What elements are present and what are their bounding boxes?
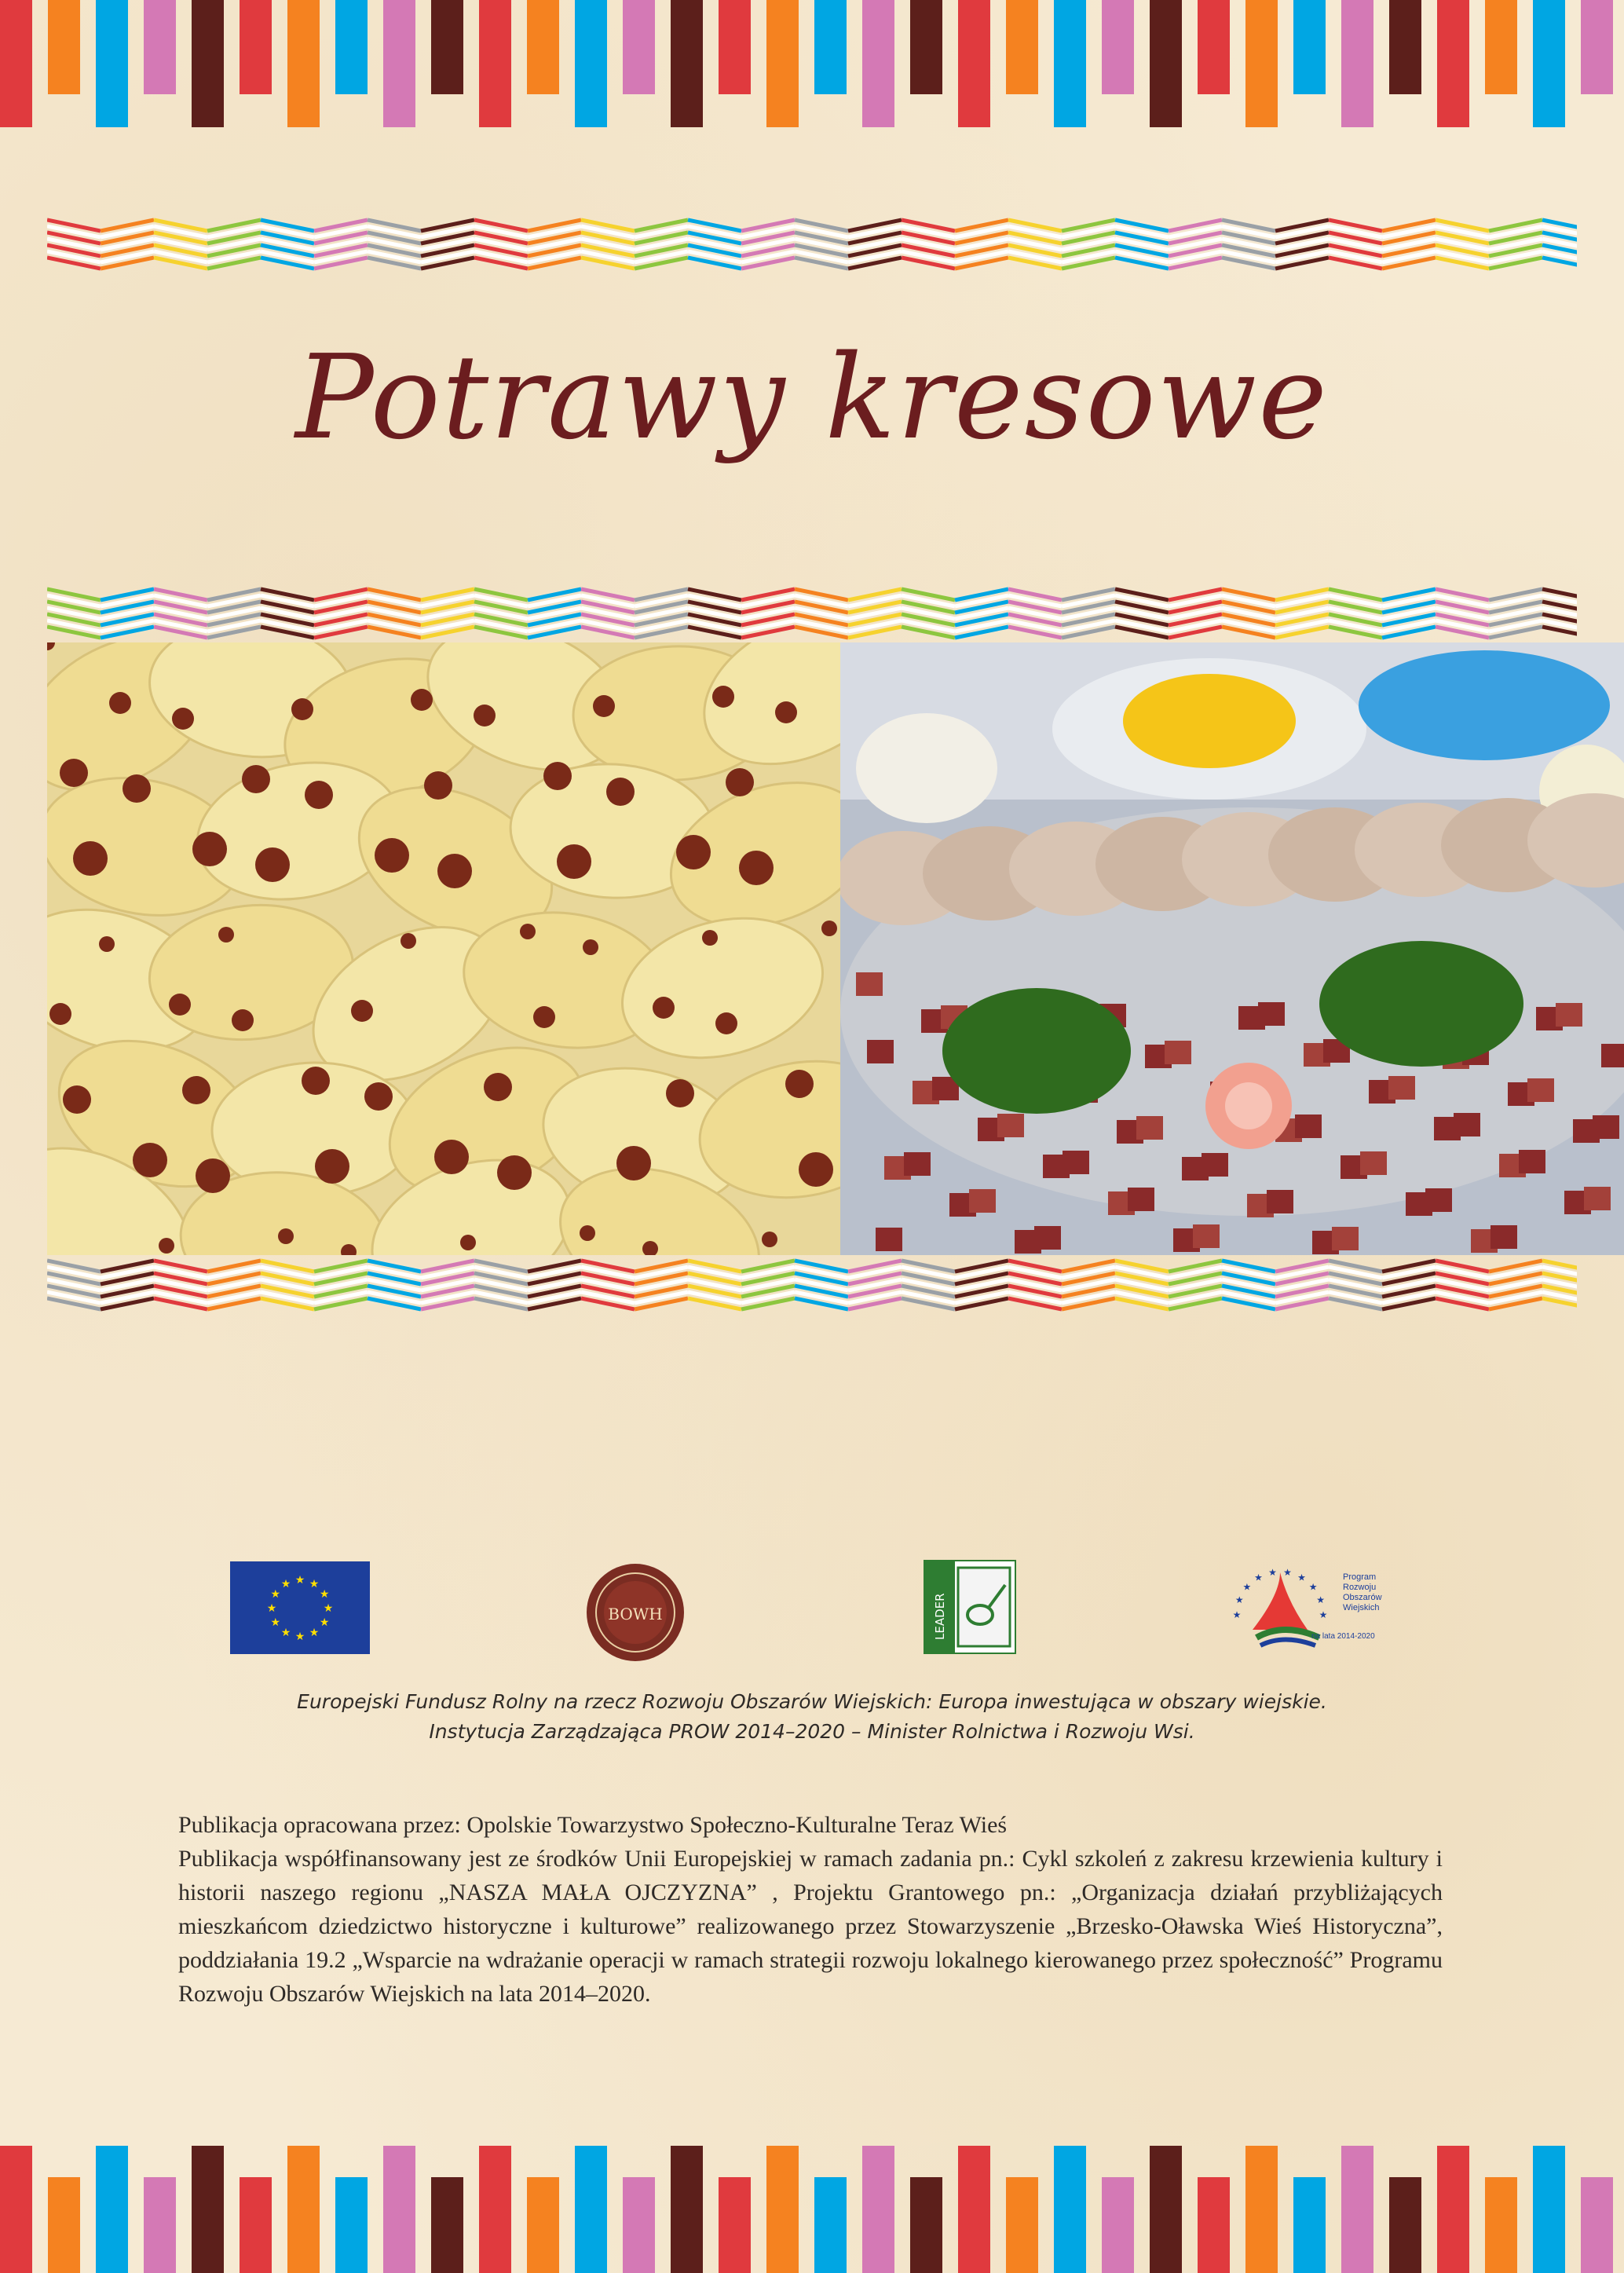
svg-text:★: ★ xyxy=(1268,1566,1277,1578)
svg-text:★: ★ xyxy=(1254,1572,1263,1583)
svg-text:★: ★ xyxy=(1242,1581,1252,1593)
publication-cofinancing: Publikacja współfinansowany jest ze środków Unii Europejskiej w ramach zadania pn.: Cykl szkoleń z zakresu krzewienia kultury i historii naszego regionu „NASZA MAŁA OJCZYZNA” , Projektu Grantowego pn.: „Organizacja działań przybliżających mieszkańcom dziedzictwo historyczne i kulturowe” realizowanego przez Stowarzyszenie „Brzesko-Oławska Wieś Historyczna”, poddziałania 19.2 „Wsparcie na wdrażanie operacji w ramach strategii rozwoju lokalnego kierowanego przez społeczność” Programu Rozwoju Obszarów Wiejskich na lata 2014–2020. xyxy=(178,1846,1443,2007)
svg-text:★: ★ xyxy=(309,1577,320,1590)
svg-text:★: ★ xyxy=(1233,1609,1242,1620)
zigzag-border-top xyxy=(47,196,1577,283)
svg-text:★: ★ xyxy=(1297,1572,1306,1583)
zigzag-border-photo-top xyxy=(47,566,1577,652)
svg-text:★: ★ xyxy=(294,1574,305,1587)
zigzag-border-photo-bottom xyxy=(47,1237,1577,1323)
prow-logo-text: Program Rozwoju Obszarów Wiejskich xyxy=(1343,1572,1382,1612)
decorative-stripes-top xyxy=(0,0,1624,127)
funding-statement xyxy=(0,1687,1624,1747)
svg-text:★: ★ xyxy=(280,1627,291,1640)
funding-line-2: Instytucja Zarządzająca PROW 2014–2020 – Minister Rolnictwa i Rozwoju Wsi. xyxy=(429,1720,1195,1743)
svg-text:★: ★ xyxy=(323,1602,334,1615)
funding-line-1: Europejski Fundusz Rolny na rzecz Rozwoju Obszarów Wiejskich: Europa inwestująca w obszary wiejskie. xyxy=(297,1690,1327,1713)
svg-text:LEADER: LEADER xyxy=(933,1593,947,1640)
svg-text:★: ★ xyxy=(1283,1566,1292,1578)
publication-info xyxy=(178,1808,1443,2011)
svg-text:★: ★ xyxy=(309,1627,320,1640)
meat-platter-photo xyxy=(840,642,1624,1255)
pierogi-photo xyxy=(47,642,840,1255)
svg-text:★: ★ xyxy=(1319,1609,1328,1620)
decorative-stripes-bottom xyxy=(0,2146,1624,2273)
eu-flag-icon xyxy=(230,1561,370,1654)
svg-text:★: ★ xyxy=(294,1631,305,1643)
svg-text:★: ★ xyxy=(1308,1581,1318,1593)
svg-text:★: ★ xyxy=(319,1588,330,1601)
bowh-seal-icon xyxy=(584,1561,686,1664)
leader-logo-icon xyxy=(924,1560,1016,1654)
svg-text:★: ★ xyxy=(1316,1594,1326,1606)
svg-text:★: ★ xyxy=(1234,1594,1244,1606)
svg-text:★: ★ xyxy=(266,1602,277,1615)
publication-author: Publikacja opracowana przez: Opolskie Towarzystwo Społeczno-Kulturalne Teraz Wieś xyxy=(178,1812,1008,1838)
bowh-seal-text: BOWH xyxy=(608,1605,663,1623)
prow-logo-icon xyxy=(1233,1563,1382,1653)
svg-text:★: ★ xyxy=(270,1616,281,1629)
prow-logo-years: na lata 2014-2020 xyxy=(1311,1632,1375,1641)
svg-text:★: ★ xyxy=(319,1616,330,1629)
svg-text:★: ★ xyxy=(280,1577,291,1590)
page-title: Potrawy kresowe xyxy=(295,330,1329,465)
svg-text:★: ★ xyxy=(270,1588,281,1601)
